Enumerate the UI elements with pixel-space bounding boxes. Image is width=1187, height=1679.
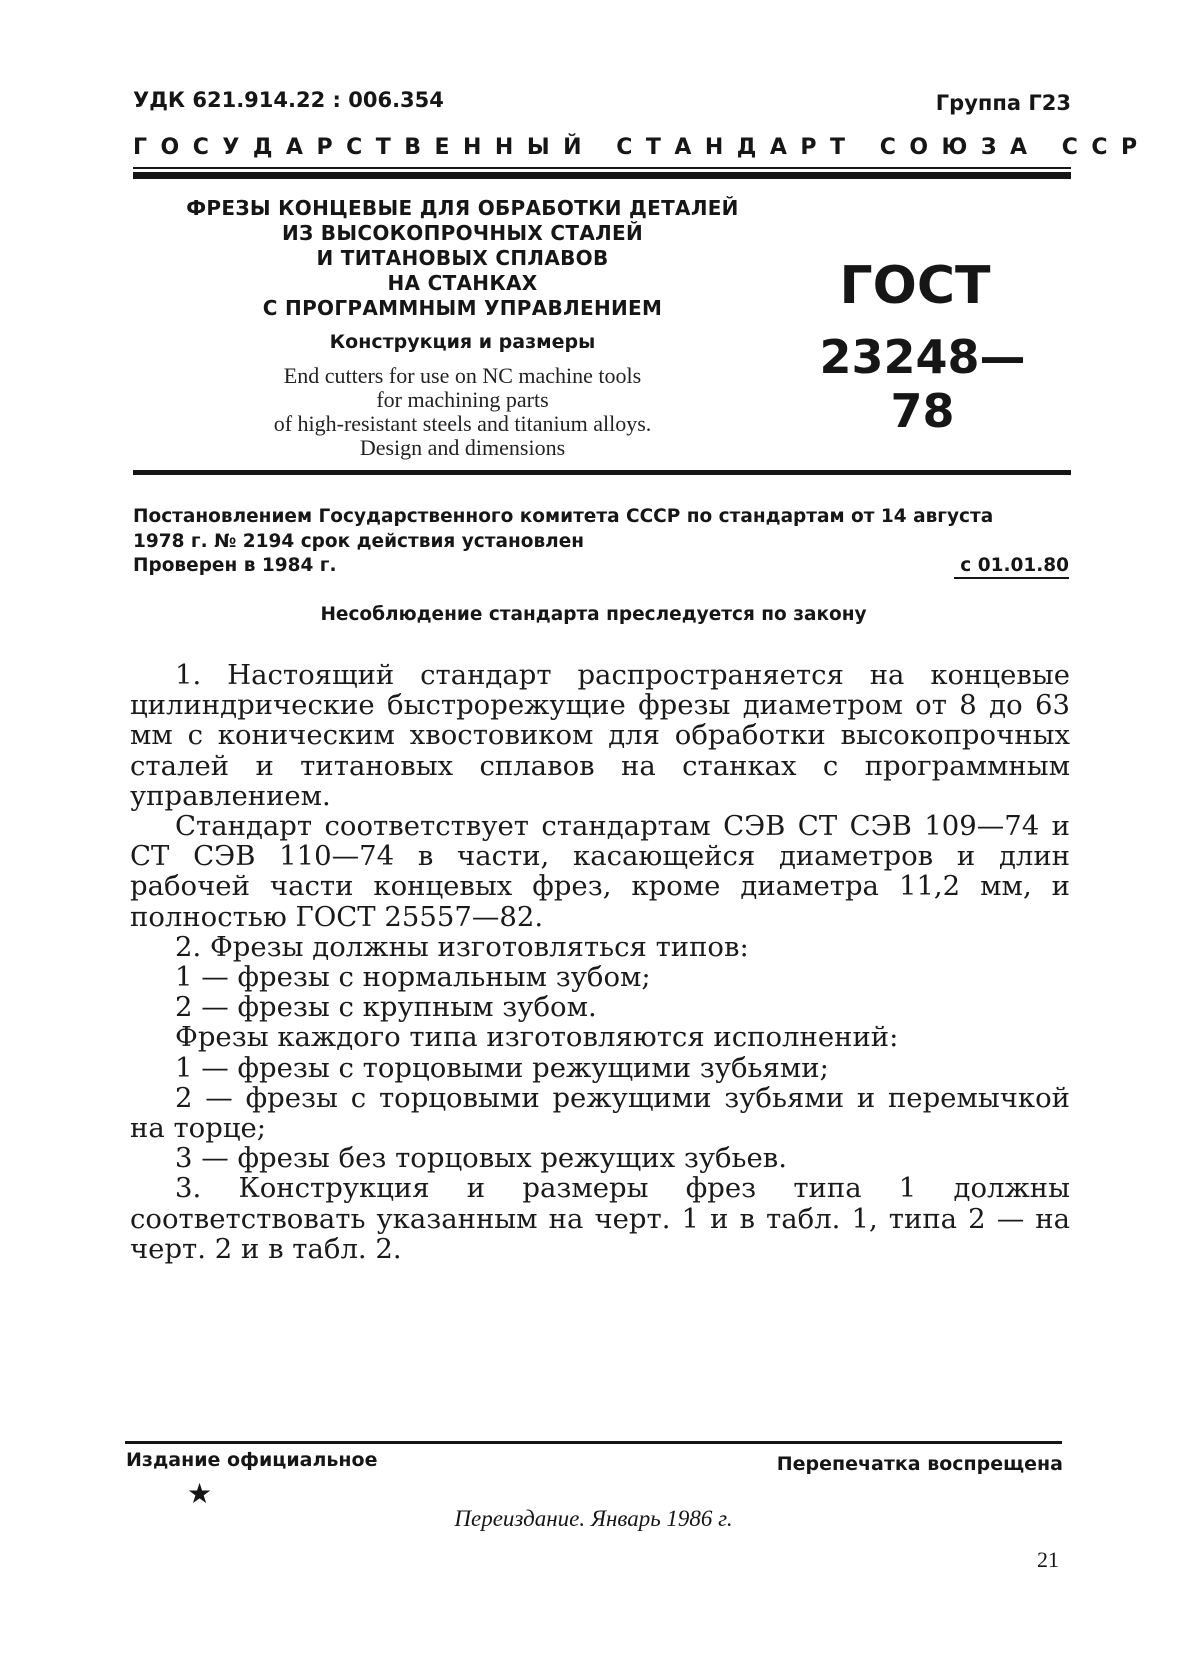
- english-line-3: of high-resistant steels and titanium alloys.: [273, 411, 652, 436]
- group-code: Группа Г23: [935, 91, 1071, 115]
- paragraph-5: 2 — фрезы с крупным зубом.: [175, 991, 597, 1024]
- reissue-note: Переиздание. Январь 1986 г.: [454, 1506, 733, 1531]
- decree-line-1: Постановлением Государственного комитета СССР по стандартам от 14 августа: [133, 506, 994, 527]
- title-block: [180, 196, 745, 460]
- paragraph-7: 1 — фрезы с торцовыми режущими зубьями;: [175, 1051, 829, 1084]
- legal-warning: Несоблюдение стандарта преследуется по закону: [320, 604, 867, 625]
- paragraph-2: Стандарт соответствует стандартам СЭВ СТ СЭВ 109—74 и СТ СЭВ 110—74 в части, касающейся диаметров и длин рабочей части концевых фрез, кроме диаметра 11,2 мм, и полностью ГОСТ 25557—82.: [130, 810, 1070, 933]
- title-line-5: С ПРОГРАММНЫМ УПРАВЛЕНИЕМ: [262, 296, 663, 320]
- udk-code: УДК 621.914.22 : 006.354: [133, 88, 444, 112]
- paragraph-8: 2 — фрезы с торцовыми режущими зубьями и перемычкой на торце;: [130, 1081, 1070, 1145]
- paragraph-1: 1. Настоящий стандарт распространяется на концевые цилиндрические быстрорежущие фрезы диаметром от 8 до 63 мм с коническим хвостовиком для обработки высокопрочных сталей и титановых сплавов на станках с программным управлением.: [130, 659, 1070, 812]
- title-line-2: ИЗ ВЫСОКОПРОЧНЫХ СТАЛЕЙ: [281, 221, 644, 245]
- paragraph-3: 2. Фрезы должны изготовляться типов:: [175, 930, 749, 963]
- page-number: 21: [1037, 1547, 1059, 1572]
- paragraph-4: 1 — фрезы с нормальным зубом;: [175, 961, 651, 994]
- paragraph-10: 3. Конструкция и размеры фрез типа 1 должны соответствовать указанным на черт. 1 и в табл. 1, типа 2 — на черт. 2 и в табл. 2.: [130, 1172, 1070, 1265]
- reprint-ban-label: Перепечатка воспрещена: [776, 1453, 1063, 1475]
- subtitle: Конструкция и размеры: [329, 331, 596, 353]
- bottom-rule: [125, 1441, 1062, 1444]
- english-line-1: End cutters for use on NC machine tools: [283, 363, 642, 388]
- paragraph-9: 3 — фрезы без торцовых режущих зубьев.: [175, 1142, 788, 1175]
- gost-label: ГОСТ: [839, 256, 991, 316]
- decree-line-2: 1978 г. № 2194 срок действия установлен: [133, 531, 585, 552]
- official-edition-label: Издание официальное: [126, 1449, 378, 1471]
- paragraph-6: Фрезы каждого типа изготовляются исполнений:: [175, 1021, 899, 1054]
- title-line-1: ФРЕЗЫ КОНЦЕВЫЕ ДЛЯ ОБРАБОТКИ ДЕТАЛЕЙ: [186, 196, 739, 220]
- top-rule-thick: [133, 172, 1071, 179]
- gost-number: 23248—78: [819, 330, 1026, 438]
- english-line-4: Design and dimensions: [359, 435, 566, 460]
- english-title: [180, 364, 745, 460]
- english-line-2: for machining parts: [376, 387, 549, 412]
- title-line-3: И ТИТАНОВЫХ СПЛАВОВ: [316, 246, 609, 270]
- middle-rule: [133, 470, 1071, 475]
- decree-line-3: Проверен в 1984 г.: [133, 555, 337, 576]
- body-text: [130, 660, 1070, 1264]
- title-line-4: НА СТАНКАХ: [387, 271, 538, 295]
- star-icon: ★: [187, 1477, 213, 1510]
- state-standard-heading: ГОСУДАРСТВЕННЫЙ СТАНДАРТ СОЮЗА ССР: [133, 135, 1151, 160]
- top-rule-thin: [133, 167, 1071, 169]
- effective-date: с 01.01.80: [954, 555, 1069, 579]
